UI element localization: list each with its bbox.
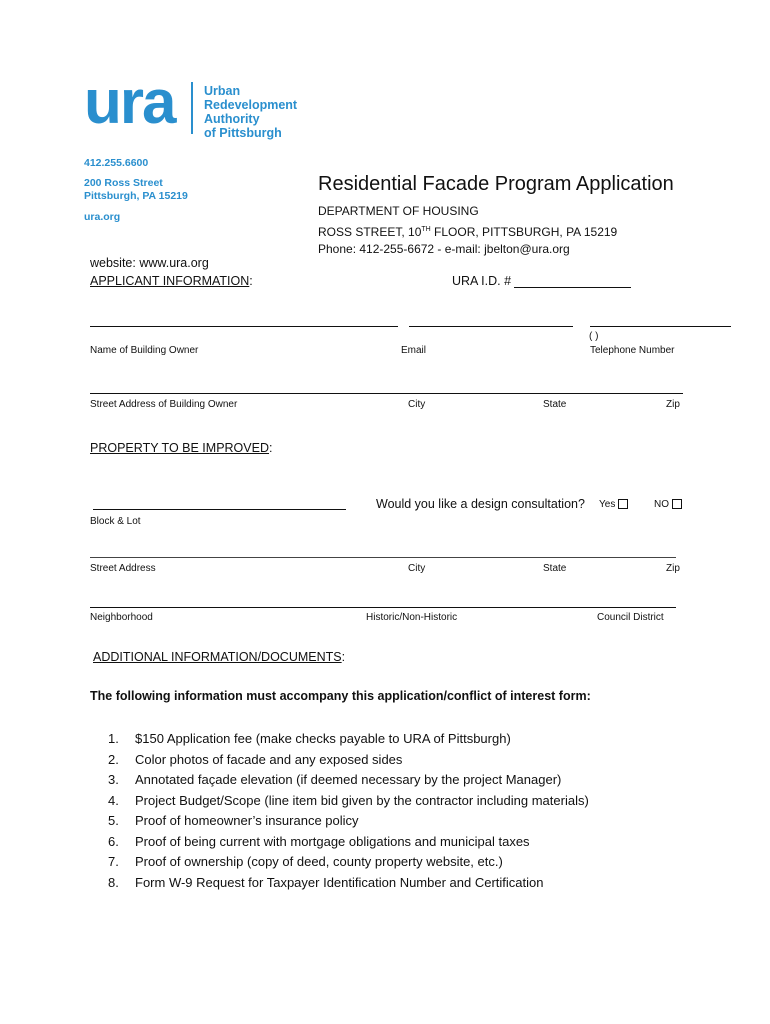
ura-id-label: URA I.D. # — [452, 274, 512, 288]
list-item — [108, 770, 589, 791]
address-sup: TH — [421, 225, 431, 233]
yes-label: Yes — [599, 499, 616, 510]
list-item-number: 4. — [108, 792, 119, 808]
block-lot-label: Block & Lot — [90, 516, 141, 527]
phone-area-code-parens: ( ) — [589, 331, 599, 342]
neighborhood-label: Neighborhood — [90, 612, 153, 623]
list-item-number: 5. — [108, 813, 119, 828]
list-item — [108, 729, 589, 750]
department-name: DEPARTMENT OF HOUSING — [318, 204, 479, 218]
property-zip-label: Zip — [666, 563, 680, 574]
list-item — [108, 832, 589, 853]
yes-checkbox[interactable] — [618, 499, 628, 509]
list-item-text: Annotated façade elevation (if deemed necessary by the project Manager) — [135, 772, 562, 787]
no-option[interactable] — [654, 499, 682, 510]
neighborhood-field[interactable] — [90, 607, 676, 608]
owner-state-label: State — [543, 399, 567, 410]
historic-label: Historic/Non-Historic — [366, 612, 458, 623]
logo-divider — [191, 82, 193, 134]
property-heading-text: PROPERTY TO BE IMPROVED — [90, 441, 269, 455]
logo-org-line: Redevelopment — [204, 98, 298, 112]
additional-heading — [93, 650, 345, 664]
email-label: Email — [401, 345, 427, 356]
ura-id-field[interactable] — [514, 287, 631, 288]
list-item-number: 2. — [108, 751, 119, 767]
list-item — [108, 750, 589, 771]
department-phone: Phone: 412-255-6672 - e-mail: jbelton@ura.org — [318, 242, 570, 256]
email-field[interactable] — [409, 326, 573, 327]
council-district-label: Council District — [597, 612, 664, 623]
owner-name-field[interactable] — [90, 326, 398, 327]
org-phone: 412.255.6600 — [84, 157, 149, 169]
logo-org-line: Urban — [204, 84, 241, 98]
property-street-label: Street Address — [90, 563, 156, 574]
org-address-line1: 200 Ross Street — [84, 177, 163, 189]
owner-street-label: Street Address of Building Owner — [90, 399, 238, 410]
logo-org-line: Authority — [204, 112, 260, 126]
list-item-text: Proof of being current with mortgage obligations and municipal taxes — [135, 833, 530, 849]
owner-name-label: Name of Building Owner — [90, 345, 199, 356]
org-address-line2: Pittsburgh, PA 15219 — [84, 190, 188, 202]
list-item — [108, 852, 589, 873]
list-item-number: 6. — [108, 833, 119, 849]
org-contact-block — [84, 157, 188, 224]
list-item — [108, 811, 589, 832]
block-lot-field[interactable] — [93, 509, 346, 510]
property-city-label: City — [408, 563, 426, 574]
ura-logo-mark: ura — [84, 68, 175, 137]
required-documents-list — [108, 729, 589, 893]
department-address — [318, 221, 617, 242]
address-pre: ROSS STREET, 10 — [318, 224, 422, 239]
list-item-number: 8. — [108, 874, 119, 890]
owner-address-field[interactable] — [90, 393, 683, 394]
applicant-heading-text: APPLICANT INFORMATION — [90, 274, 250, 288]
telephone-label: Telephone Number — [590, 345, 675, 356]
property-heading-colon: : — [269, 441, 273, 455]
list-item-text: Form W-9 Request for Taxpayer Identification Number and Certification — [135, 874, 544, 890]
design-consultation-question: Would you like a design consultation? — [376, 497, 585, 511]
list-item — [108, 791, 589, 812]
owner-city-label: City — [408, 399, 426, 410]
additional-heading-colon: : — [341, 650, 346, 664]
list-item-number: 7. — [108, 854, 119, 869]
list-item-number: 3. — [108, 772, 119, 787]
logo-org-name — [204, 84, 297, 140]
list-item-number: 1. — [108, 731, 119, 746]
requirement-statement: The following information must accompany this application/conflict of interest form: — [90, 689, 591, 703]
telephone-field[interactable] — [590, 326, 731, 327]
list-item-text: Project Budget/Scope (line item bid given by the contractor including materials) — [135, 792, 589, 808]
no-checkbox[interactable] — [672, 499, 682, 509]
no-label: NO — [654, 499, 669, 510]
list-item-text: Proof of homeowner’s insurance policy — [135, 813, 359, 828]
property-address-field[interactable] — [90, 557, 676, 558]
additional-heading-text: ADDITIONAL INFORMATION/DOCUMENTS — [93, 650, 342, 664]
owner-zip-label: Zip — [666, 399, 680, 410]
department-block — [318, 203, 617, 259]
yes-option[interactable] — [599, 499, 628, 510]
list-item-text: Color photos of facade and any exposed sides — [135, 751, 403, 767]
list-item — [108, 873, 589, 894]
list-item-text: Proof of ownership (copy of deed, county property website, etc.) — [135, 854, 503, 869]
website-line: website: www.ura.org — [90, 256, 209, 270]
property-state-label: State — [543, 563, 567, 574]
address-post: FLOOR, PITTSBURGH, PA 15219 — [430, 224, 618, 239]
org-site: ura.org — [84, 211, 121, 223]
property-heading — [90, 441, 272, 455]
page-title: Residential Facade Program Application — [318, 173, 674, 195]
applicant-heading — [90, 274, 253, 288]
list-item-text: $150 Application fee (make checks payable to URA of Pittsburgh) — [135, 731, 511, 746]
logo-org-line: of Pittsburgh — [204, 126, 282, 140]
applicant-heading-colon: : — [249, 274, 253, 288]
